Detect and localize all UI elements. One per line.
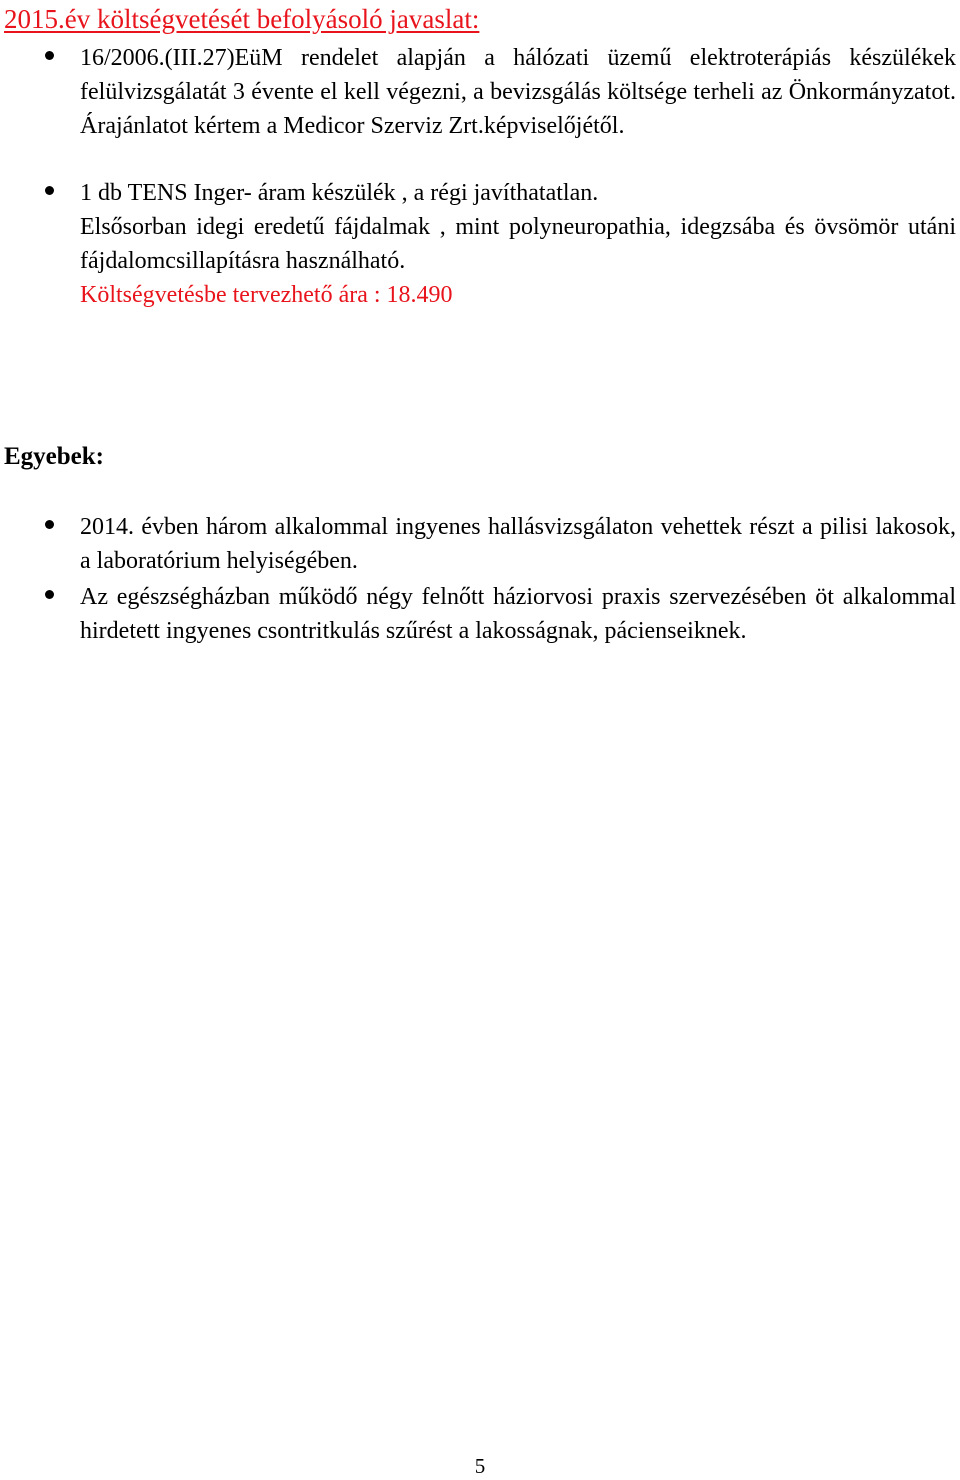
proposal-detail: Elsősorban idegi eredetű fájdalmak , mint polyneuropathia, idegzsába és övsömör utáni fájdalomcsillapításra használható. xyxy=(80,214,956,274)
budget-proposal-heading: 2015.év költségvetését befolyásoló javaslat: xyxy=(4,4,480,34)
bullet-icon xyxy=(45,590,54,599)
bullet-icon xyxy=(45,51,54,60)
other-item-text: 2014. évben három alkalommal ingyenes hallásvizsgálaton vehettek részt a pilisi lakosok, a laboratórium helyiségében. xyxy=(80,514,956,574)
bullet-icon xyxy=(45,186,54,195)
proposal-block xyxy=(80,176,956,312)
bullet-icon xyxy=(45,520,54,529)
other-item-text: Az egészségházban működő négy felnőtt háziorvosi praxis szervezésében öt alkalommal hirdetett ingyenes csontritkulás szűrést a lakosságnak, pácienseiknek. xyxy=(80,584,956,644)
section-title-other: Egyebek: xyxy=(4,443,104,470)
proposal-text: 1 db TENS Inger- áram készülék , a régi javíthatatlan. xyxy=(80,180,599,206)
page-number: 5 xyxy=(474,1454,486,1478)
proposal-text: 16/2006.(III.27)EüM rendelet alapján a hálózati üzemű elektroterápiás készülékek felülvizsgálatát 3 évente el kell végezni, a bevizsgálás költsége terheli az Önkormányzatot. Árajánlatot kértem a Medicor Szerviz Zrt.képviselőjétől. xyxy=(80,45,956,139)
proposal-cost: Költségvetésbe tervezhető ára : 18.490 xyxy=(80,282,453,308)
